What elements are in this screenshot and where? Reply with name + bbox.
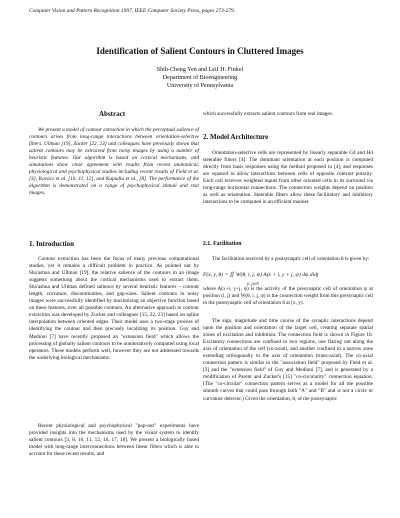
model-architecture-paragraph: Orientation-selective cells are represented by linearly separable G4 and H4 steerable filters [4]. The dominant orientation at each position is computed directly from basis responses using the method proposed in [4], and responses are squared to allow interactions between cells of opposite contrast polarity. Each cell receives weighted inputs from other oriented cells in its surround via long-range horizontal connections. The connection weights depend on position as well as orientation. Steerable filters allow these facilitatory and inhibitory interactions to be computed in an efficient manner.: [203, 150, 373, 206]
facilitation-paragraph-1: The facilitation received by a postsynaptic cell of orientation θ is given by:: [212, 256, 370, 262]
facilitation-equation: F(x, y, θ) = ∬ W(θ, i, j, ψ) A(x + i, y + j, ψ) dψ didj: [203, 272, 319, 278]
paper-title: Identification of Salient Contours in Cluttered Images: [96, 46, 304, 56]
facilitation-heading: 2.1. Facilitation: [203, 241, 242, 247]
carryover-text: which successfully extracts salient contours from real images.: [203, 111, 334, 117]
abstract-text: We present a model of contour extraction in which the perceptual salience of contours arises from long-range interactions between orientation-selective filters. Ullman [19], Zucker [22, 23] and colleagues have previously shown that salient contours may be extracted from noisy images by using a number of heuristic features. Our algorithm is based on cortical mechanisms, and simulations show close agreement with results from recent anatomical, physiological and psychophysical studies including recent results of Field et al. [3], Kovács et al. [10, 11, 12], and Kapadia et al., [8]. The performance of the algorithm is demonstrated on a range of psychophysical stimuli and real images.: [29, 127, 199, 197]
facilitation-paragraph-2: where A(x+i, y+j, ψ) is the activity of the presynaptic cell of orientation ψ at position (i, j) and W(θ, i, j, ψ) is the connection weight from this presynaptic cell to the postsynaptic cell of orientation θ at (x, y).: [203, 286, 373, 307]
introduction-heading: 1. Introduction: [29, 240, 74, 248]
author-names: Shih-Cheng Yen and Leif H. Finkel: [156, 67, 244, 73]
facilitation-paragraph-3: The sign, magnitude and time course of the synaptic interactions depend upon the position and orientation of the target cell, creating separate spatial zones of excitation and inhibition. The connection field is shown in Figure 1b. Excitatory connections are confined to two regions, one flaring out along the axis of orientation of the cell (co-axial), and another confined to a narrow zone extending orthogonally to the axis of orientation (trans-axial). The co-axial connection pattern is similar to the "association field" proposed by Field et al. [3] and the "extension field" of Guy and Medioni [7], and is generated by a modification of Parent and Zucker's [15] "co-circularity" connection equation. (The "co-circular" connection pattern serves as a model for all the possible smooth curves that could pass through both "A" and "B" and is not a circle or curvature detector.) Given the orientation, θ, of the postsynaptic: [203, 318, 373, 402]
author-block: [0, 66, 400, 90]
model-architecture-heading: 2. Model Architecture: [203, 133, 269, 141]
equation-limit: (i, j)≠N: [247, 281, 259, 286]
introduction-paragraph-1: Contour extraction has been the focus of many previous computational studies, yet it remains a difficult problem in practice. As pointed out by Sha'ashua and Ullman [19], the relative salience of the contours in an image suggests something about the cortical mechanisms used to extract them. Sha'ashua and Ullman defined salience by several heuristic features – contour length, curvature, discontinuities, and gap-sizes. Salient contours in noisy images were successfully identified by maximizing an objective function based on these features, over all possible contours. An alternative approach to contour extraction was developed by Zucker and colleagues [15, 22, 23] based on spline interpolation between oriented edges. Their model uses a two-stage process of identifying the contour and then precisely localizing its position. Guy and Medioni [7] have recently proposed an "extension field" which allows the processing of globally salient contours to be noniteratively computed using local operators. These models perform well, however they are not addressed towards the underlying biological mechanisms.: [29, 256, 199, 361]
author-university: University of Pennsylvania: [166, 83, 234, 89]
abstract-heading: Abstract: [99, 110, 126, 118]
author-department: Department of Bioengineering: [162, 75, 238, 81]
running-header: Computer Vision and Pattern Recognition 1997, IEEE Computer Society Press, pages 273-279.: [29, 8, 236, 14]
introduction-paragraph-2: Recent physiological and psychophysical "pop-out" experiments have provided insights into the mechanisms used by the visual system to identify salient contours [3, 8, 10, 11, 12, 16, 17, 18]. We present a biologically based model with long-range interconnections between linear filters which is able to account for these recent results, and: [29, 423, 199, 458]
